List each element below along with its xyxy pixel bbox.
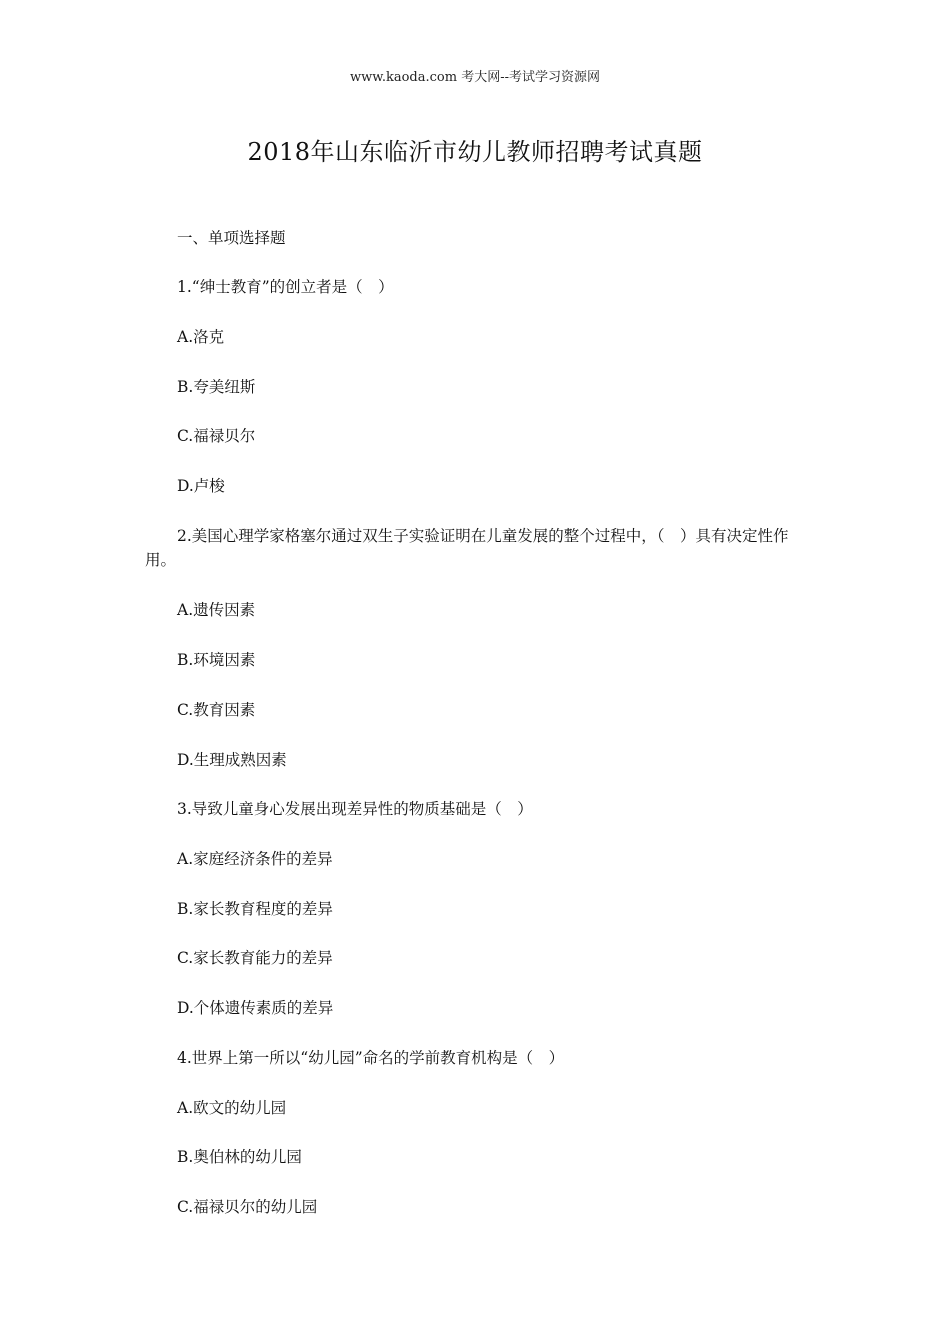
section-heading: 一、单项选择题 <box>177 229 286 247</box>
question-2-option-c: C.教育因素 <box>177 701 256 719</box>
question-3-stem: 3.导致儿童身心发展出现差异性的物质基础是（ ） <box>177 800 533 818</box>
question-2-option-a: A.遗传因素 <box>177 601 256 619</box>
question-1-option-a: A.洛克 <box>177 328 225 346</box>
question-1-option-b: B.夸美纽斯 <box>177 378 256 396</box>
question-3-option-b: B.家长教育程度的差异 <box>177 900 333 918</box>
question-2-stem: 2.美国心理学家格塞尔通过双生子实验证明在儿童发展的整个过程中，（ ）具有决定性作用。 <box>145 527 789 569</box>
question-3-option-d: D.个体遗传素质的差异 <box>177 999 334 1017</box>
question-4-option-a: A.欧文的幼儿园 <box>177 1099 287 1117</box>
question-4-option-c: C.福禄贝尔的幼儿园 <box>177 1198 318 1216</box>
site-header: www.kaoda.com 考大网--考试学习资源网 <box>350 70 600 85</box>
question-4-stem: 4.世界上第一所以“幼儿园”命名的学前教育机构是（ ） <box>177 1049 565 1067</box>
question-4-option-b: B.奥伯林的幼儿园 <box>177 1148 302 1166</box>
question-1-option-d: D.卢梭 <box>177 477 225 495</box>
question-3-option-c: C.家长教育能力的差异 <box>177 949 333 967</box>
question-1-stem: 1.“绅士教育”的创立者是（ ） <box>177 278 394 296</box>
question-3-option-a: A.家庭经济条件的差异 <box>177 850 333 868</box>
question-1-option-c: C.福禄贝尔 <box>177 427 256 445</box>
question-2-option-b: B.环境因素 <box>177 651 256 669</box>
question-2-option-d: D.生理成熟因素 <box>177 751 287 769</box>
document-title: 2018年山东临沂市幼儿教师招聘考试真题 <box>247 138 703 166</box>
